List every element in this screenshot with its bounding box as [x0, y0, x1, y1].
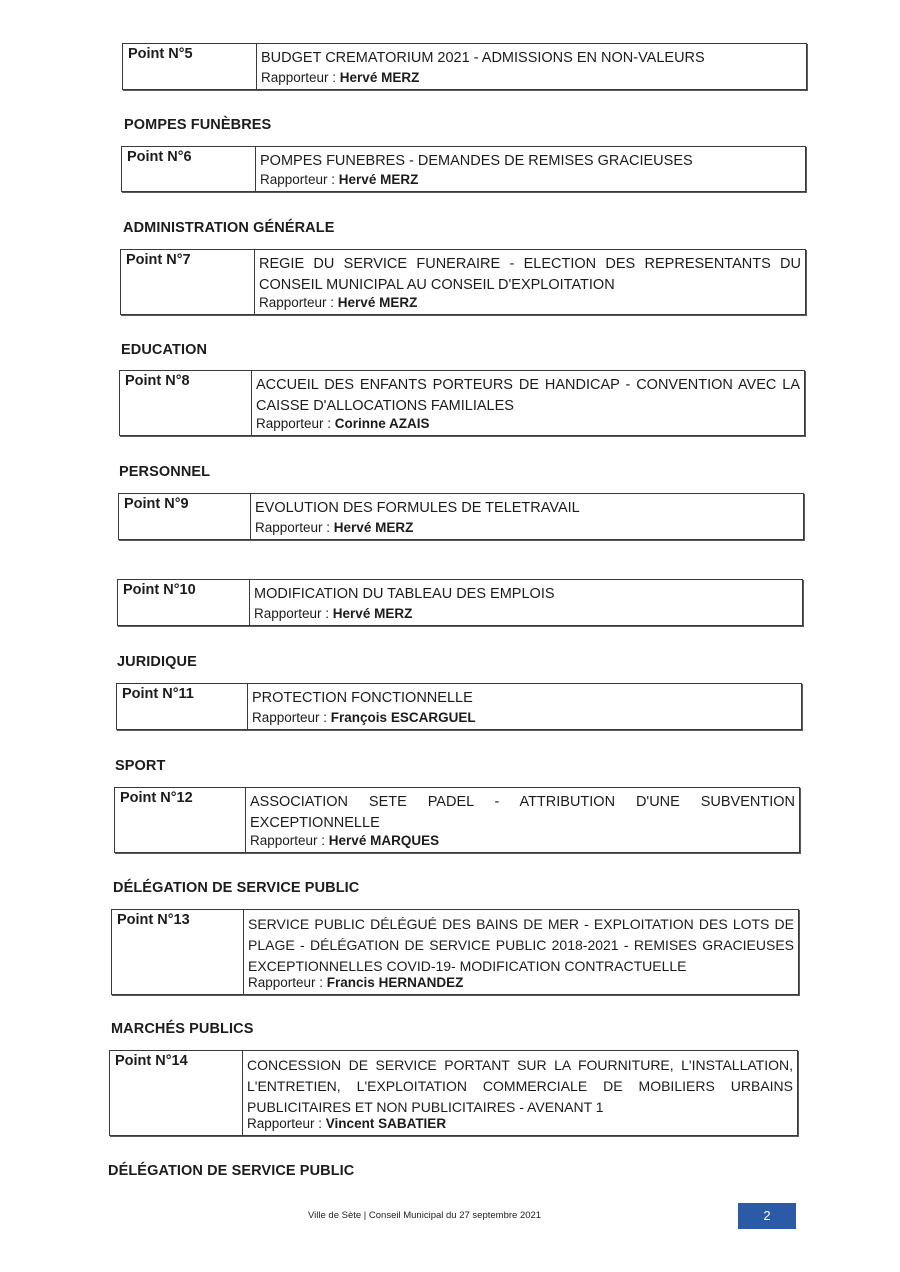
point-box	[121, 146, 806, 192]
rapporteur-prefix: Rapporteur :	[259, 295, 338, 310]
point-rapporteur	[256, 169, 805, 191]
rapporteur-prefix: Rapporteur :	[261, 70, 340, 85]
point-number: Point N°14	[115, 1053, 188, 1069]
section-title: ADMINISTRATION GÉNÉRALE	[123, 220, 335, 236]
rapporteur-name: Hervé MERZ	[332, 606, 413, 621]
point-box	[118, 493, 804, 540]
point-title: CONCESSION DE SERVICE PORTANT SUR LA FOURNITURE, L'INSTALLATION, L'ENTRETIEN, L'EXPLOITATION COMMERCIALE DE MOBILIERS URBAINS PUBLICITAIRES ET NON PUBLICITAIRES - AVENANT 1	[247, 1057, 793, 1115]
point-title: SERVICE PUBLIC DÉLÉGUÉ DES BAINS DE MER - EXPLOITATION DES LOTS DE PLAGE - DÉLÉGATION DE SERVICE PUBLIC 2018-2021 - REMISES GRACIEUSES EXCEPTIONNELLES COVID-19- MODIFICATION CONTRACTUELLE	[248, 916, 794, 974]
rapporteur-name: Vincent SABATIER	[325, 1116, 447, 1131]
footer-text: Ville de Sète | Conseil Municipal du 27 septembre 2021	[308, 1210, 542, 1221]
point-number: Point N°6	[127, 149, 192, 165]
point-content	[251, 371, 804, 435]
point-title: ASSOCIATION SETE PADEL - ATTRIBUTION D'UNE SUBVENTION EXCEPTIONNELLE	[250, 794, 795, 831]
point-rapporteur	[246, 830, 799, 852]
point-number: Point N°10	[123, 582, 196, 598]
rapporteur-name: François ESCARGUEL	[330, 710, 476, 725]
point-number: Point N°12	[120, 790, 193, 806]
point-content	[249, 580, 802, 625]
section-title: PERSONNEL	[119, 464, 211, 480]
section-title: SPORT	[115, 758, 166, 774]
point-title: EVOLUTION DES FORMULES DE TELETRAVAIL	[255, 500, 580, 516]
point-rapporteur	[251, 517, 803, 539]
point-content	[245, 788, 799, 852]
point-content	[242, 1051, 797, 1135]
rapporteur-prefix: Rapporteur :	[252, 710, 331, 725]
point-rapporteur	[244, 972, 798, 994]
rapporteur-prefix: Rapporteur :	[248, 975, 327, 990]
point-number: Point N°11	[122, 686, 194, 702]
rapporteur-name: Hervé MERZ	[338, 172, 419, 187]
point-number: Point N°5	[128, 46, 193, 62]
rapporteur-prefix: Rapporteur :	[247, 1116, 326, 1131]
point-rapporteur	[257, 67, 806, 89]
rapporteur-prefix: Rapporteur :	[254, 606, 333, 621]
point-box	[119, 370, 805, 436]
point-number: Point N°9	[124, 496, 189, 512]
rapporteur-name: Hervé MARQUES	[328, 833, 440, 848]
point-number: Point N°13	[117, 912, 190, 928]
point-box	[120, 249, 806, 315]
page-number-badge: 2	[738, 1203, 796, 1229]
point-box	[111, 909, 799, 995]
section-title: MARCHÉS PUBLICS	[111, 1021, 254, 1037]
point-content	[254, 250, 805, 314]
rapporteur-name: Corinne AZAIS	[334, 416, 430, 431]
point-box	[114, 787, 800, 853]
point-box	[109, 1050, 798, 1136]
point-content	[247, 684, 801, 729]
point-title: MODIFICATION DU TABLEAU DES EMPLOIS	[254, 586, 555, 602]
point-rapporteur	[252, 413, 804, 435]
rapporteur-prefix: Rapporteur :	[256, 416, 335, 431]
section-title: DÉLÉGATION DE SERVICE PUBLIC	[108, 1163, 355, 1179]
point-rapporteur	[243, 1113, 797, 1135]
rapporteur-name: Hervé MERZ	[333, 520, 414, 535]
section-title: JURIDIQUE	[117, 654, 197, 670]
point-title: PROTECTION FONCTIONNELLE	[252, 690, 473, 706]
point-title: POMPES FUNEBRES - DEMANDES DE REMISES GRACIEUSES	[260, 153, 693, 169]
point-box	[116, 683, 802, 730]
point-rapporteur	[250, 603, 802, 625]
point-number: Point N°7	[126, 252, 191, 268]
rapporteur-name: Hervé MERZ	[339, 70, 420, 85]
rapporteur-name: Francis HERNANDEZ	[326, 975, 464, 990]
point-content	[256, 44, 806, 89]
rapporteur-prefix: Rapporteur :	[255, 520, 334, 535]
section-title: DÉLÉGATION DE SERVICE PUBLIC	[113, 880, 360, 896]
rapporteur-prefix: Rapporteur :	[250, 833, 329, 848]
point-rapporteur	[255, 292, 805, 314]
point-content	[255, 147, 805, 191]
point-content	[250, 494, 803, 539]
section-title: EDUCATION	[121, 342, 208, 358]
rapporteur-name: Hervé MERZ	[337, 295, 418, 310]
point-box	[117, 579, 803, 626]
point-title: REGIE DU SERVICE FUNERAIRE - ELECTION DES REPRESENTANTS DU CONSEIL MUNICIPAL AU CONSEIL D'EXPLOITATION	[259, 256, 801, 293]
point-content	[243, 910, 798, 994]
point-box	[122, 43, 807, 90]
section-title: POMPES FUNÈBRES	[124, 117, 272, 133]
point-title: BUDGET CREMATORIUM 2021 - ADMISSIONS EN NON-VALEURS	[261, 50, 705, 66]
point-title: ACCUEIL DES ENFANTS PORTEURS DE HANDICAP - CONVENTION AVEC LA CAISSE D'ALLOCATIONS FAMILIALES	[256, 377, 800, 414]
point-number: Point N°8	[125, 373, 190, 389]
rapporteur-prefix: Rapporteur :	[260, 172, 339, 187]
point-rapporteur	[248, 707, 801, 729]
